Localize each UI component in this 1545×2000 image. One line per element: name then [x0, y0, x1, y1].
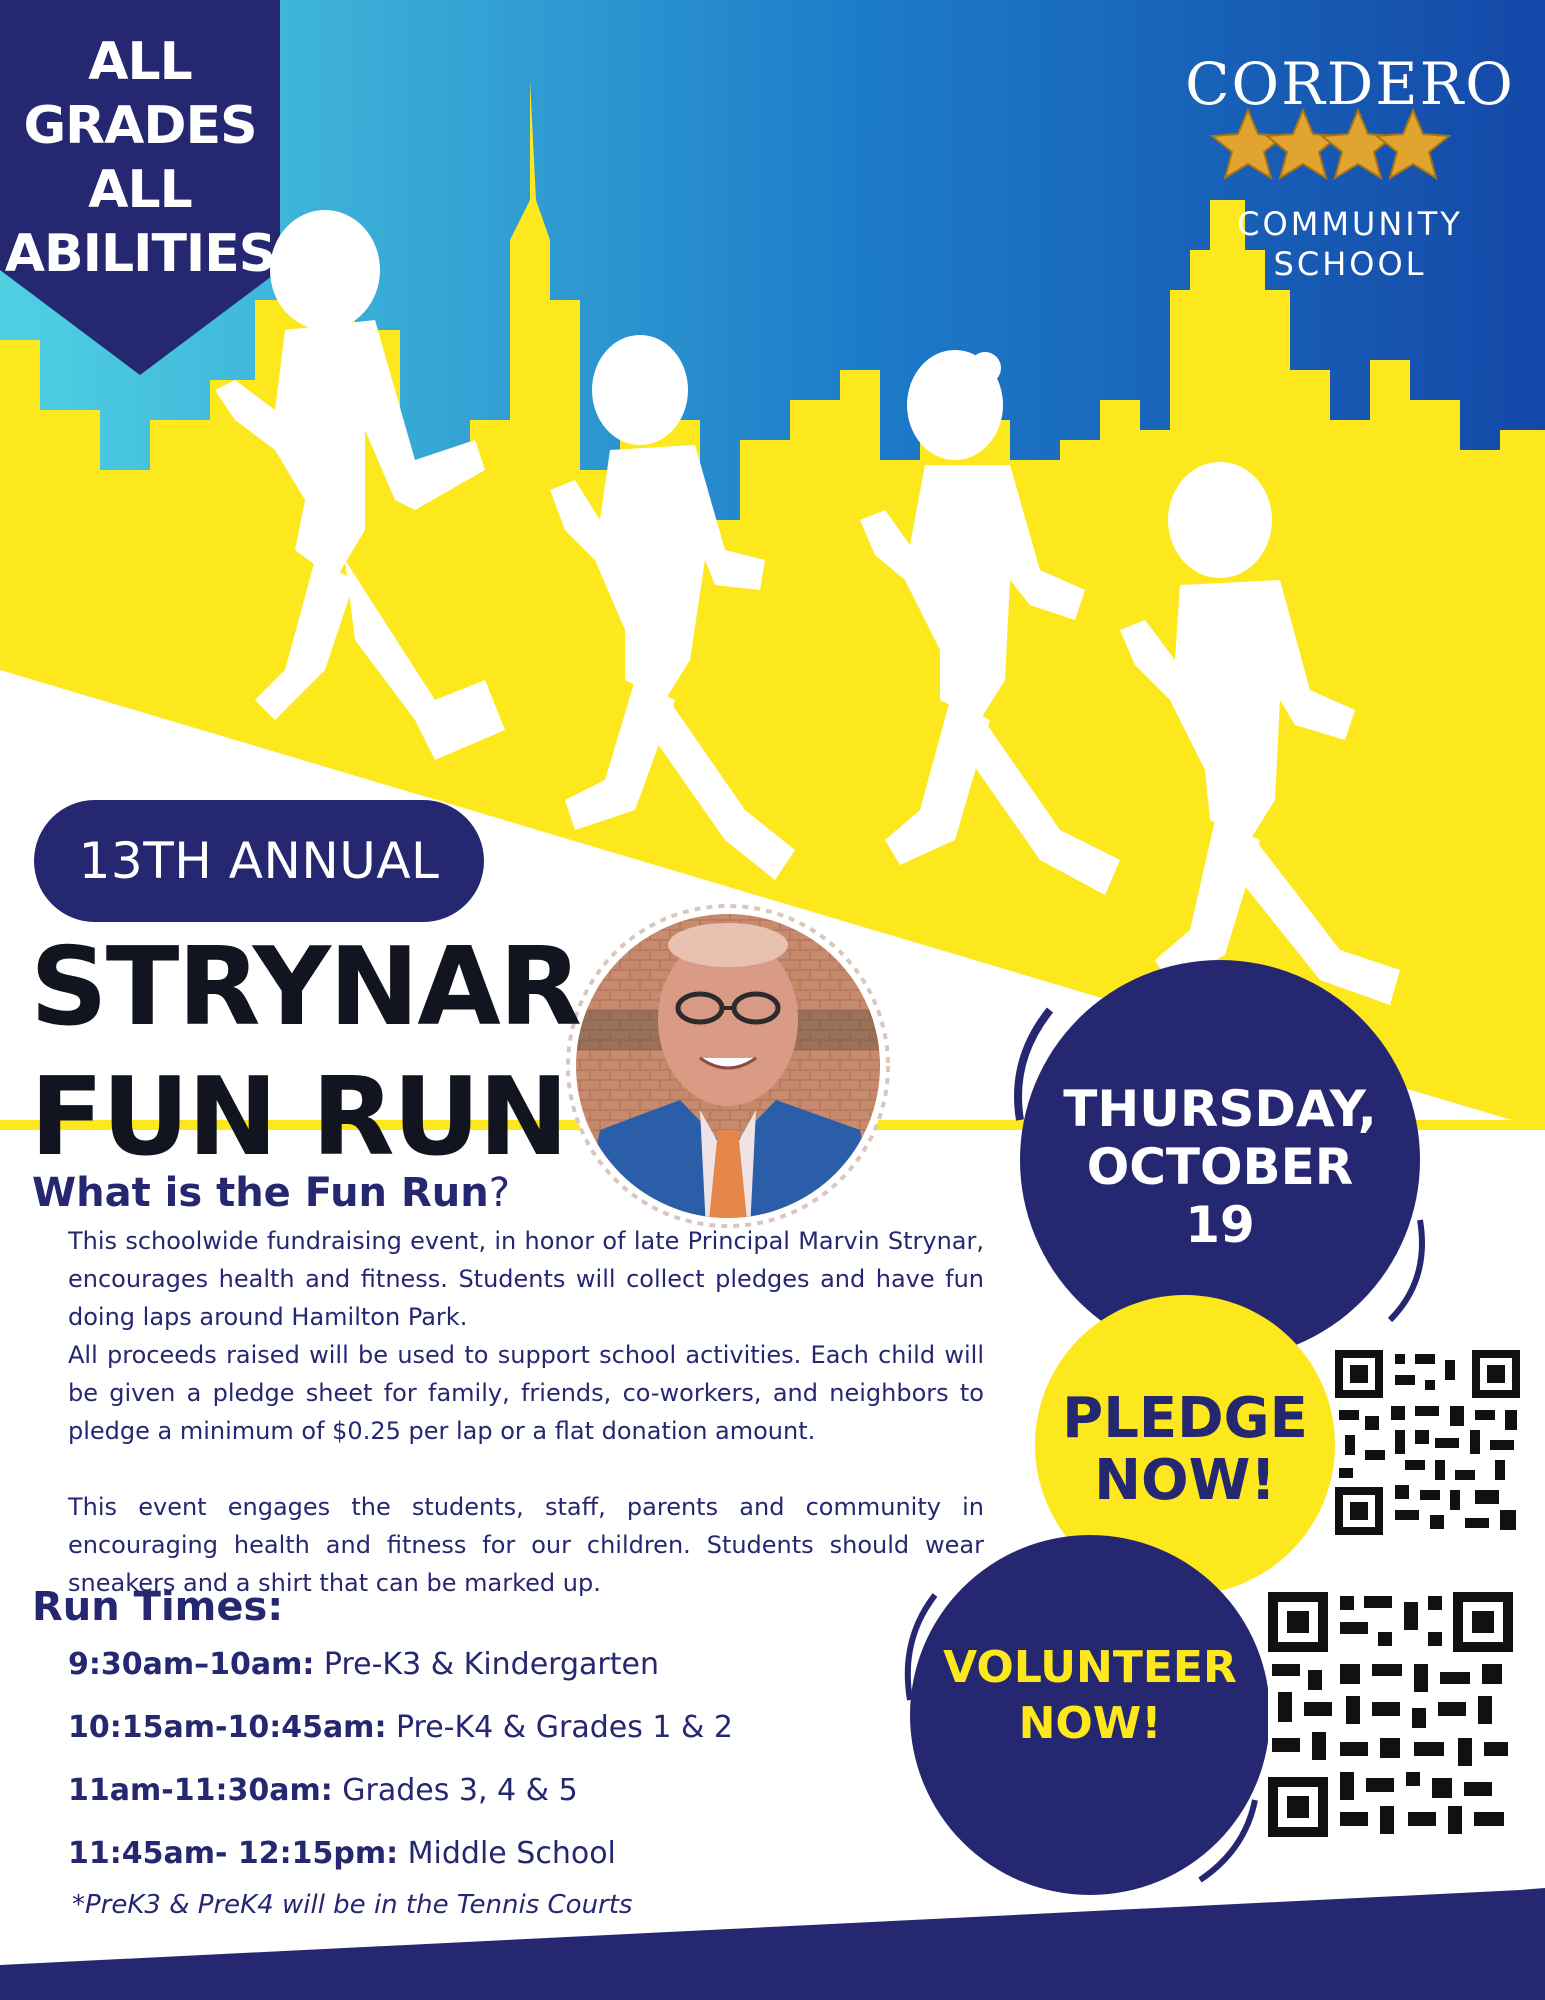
volunteer-badge[interactable] — [925, 1640, 1255, 1752]
run-group: Middle School — [398, 1836, 616, 1871]
banner-line: GRADES — [23, 96, 257, 156]
volunteer-line: NOW! — [1018, 1698, 1162, 1749]
about-heading — [32, 1170, 510, 1216]
annual-badge: 13TH ANNUAL — [34, 800, 484, 922]
run-time: 9:30am–10am: — [68, 1647, 315, 1682]
run-time: 11am-11:30am: — [68, 1773, 333, 1808]
run-time: 10:15am-10:45am: — [68, 1710, 387, 1745]
about-paragraph: This event engages the students, staff, parents and community in encouraging health and fitness for our children. Students should wear sneakers and a shirt that can be marked up. — [68, 1493, 984, 1597]
date-line: THURSDAY, — [1063, 1080, 1377, 1138]
banner-line: ABILITIES — [4, 224, 276, 284]
pledge-line: PLEDGE — [1062, 1386, 1308, 1451]
run-times-heading: Run Times: — [32, 1584, 284, 1630]
volunteer-qr-code — [1268, 1592, 1513, 1837]
run-group: Pre-K4 & Grades 1 & 2 — [386, 1710, 734, 1745]
event-title-line: FUN RUN — [30, 1055, 567, 1180]
date-line: 19 — [1185, 1196, 1255, 1254]
logo-stars-space — [1180, 118, 1520, 204]
run-times-note: *PreK3 & PreK4 will be in the Tennis Courts — [72, 1890, 633, 1920]
date-badge — [1040, 1080, 1400, 1254]
event-title-line: STRYNAR — [30, 925, 581, 1050]
logo-subtitle-line: COMMUNITY — [1237, 205, 1463, 243]
banner-line: ALL — [88, 32, 192, 92]
logo-subtitle-line: SCHOOL — [1273, 245, 1427, 283]
about-heading-mark: ? — [488, 1170, 510, 1216]
run-group: Pre-K3 & Kindergarten — [314, 1647, 659, 1682]
volunteer-line: VOLUNTEER — [943, 1642, 1237, 1693]
grades-banner-text — [0, 30, 280, 286]
about-paragraph: This schoolwide fundraising event, in honor of late Principal Marvin Strynar, encourages health and fitness. Students will collect pledges and have fun doing laps around Hamilton Park. — [68, 1227, 984, 1331]
school-logo — [1180, 50, 1520, 284]
about-heading-text: What is the Fun Run — [32, 1170, 489, 1216]
run-time: 11:45am- 12:15pm: — [68, 1836, 399, 1871]
pledge-qr-code — [1335, 1350, 1520, 1535]
about-paragraph: All proceeds raised will be used to support school activities. Each child will be given a pledge sheet for family, friends, co-workers, and neighbors to pledge a minimum of $0.25 per lap or a flat donation amount. — [68, 1341, 984, 1445]
run-time-row — [68, 1829, 868, 1892]
logo-name: CORDERO — [1185, 50, 1515, 118]
pledge-badge[interactable] — [1055, 1388, 1315, 1512]
run-time-row — [68, 1703, 868, 1766]
banner-line: ALL — [88, 160, 192, 220]
run-time-row — [68, 1766, 868, 1829]
run-time-row — [68, 1640, 868, 1703]
run-group: Grades 3, 4 & 5 — [332, 1773, 578, 1808]
pledge-line: NOW! — [1094, 1448, 1276, 1513]
date-line: OCTOBER — [1086, 1138, 1354, 1196]
run-times-list — [68, 1640, 868, 1892]
